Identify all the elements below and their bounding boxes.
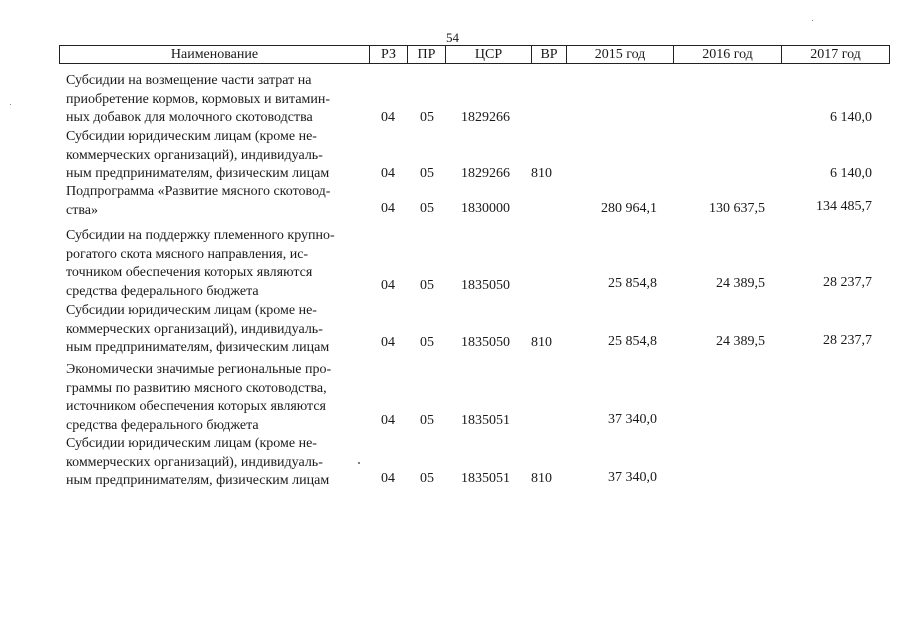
column-header-csr: ЦСР [446,46,532,64]
row-value-2015: 37 340,0 [608,412,657,427]
row-name: Экономически значимые региональные про- граммы по развитию мясного скотоводства, источником обеспечения которых являются средства федерального бюджета [66,362,332,433]
row-value-2015: 25 854,8 [608,276,657,291]
scan-speck [10,104,11,105]
row-value-2015: 280 964,1 [601,201,657,216]
row-value-2016: 130 637,5 [709,201,765,216]
row-rz: 04 [381,413,395,428]
row-pr: 05 [420,278,434,293]
row-rz: 04 [381,110,395,125]
row-name: Субсидии юридическим лицам (кроме не- коммерческих организаций), индивидуаль- ным предпринимателям, физическим лицам [66,129,330,181]
row-rz: 04 [381,471,395,486]
row-vr: 810 [531,335,552,350]
row-vr: 810 [531,471,552,486]
row-csr: 1829266 [461,166,510,181]
row-csr: 1830000 [461,201,510,216]
row-pr: 05 [420,413,434,428]
row-name: Субсидии на поддержку племенного крупно- рогатого скота мясного направления, ис- точником обеспечения которых являются средства федерального бюджета [66,228,335,299]
column-header-2015: 2015 год [567,46,674,64]
row-name: Субсидии на возмещение части затрат на приобретение кормов, кормовых и витамин- ных добавок для молочного скотоводства [66,73,331,125]
row-csr: 1835051 [461,413,510,428]
scan-speck [358,462,360,464]
row-value-2017: 28 237,7 [823,275,872,290]
row-value-2016: 24 389,5 [716,334,765,349]
row-name: Субсидии юридическим лицам (кроме не- коммерческих организаций), индивидуаль- ным предпринимателям, физическим лицам [66,303,330,355]
row-rz: 04 [381,166,395,181]
row-csr: 1835050 [461,335,510,350]
scan-speck [812,20,813,21]
row-pr: 05 [420,110,434,125]
row-value-2017: 134 485,7 [816,199,872,214]
row-value-2016: 24 389,5 [716,276,765,291]
column-header-2016: 2016 год [674,46,782,64]
page-number: 54 [446,30,459,45]
row-vr: 810 [531,166,552,181]
column-header-rz: РЗ [370,46,408,64]
column-header-pr: ПР [408,46,446,64]
row-csr: 1829266 [461,110,510,125]
column-header-2017: 2017 год [782,46,890,64]
row-pr: 05 [420,166,434,181]
row-rz: 04 [381,201,395,216]
row-value-2017: 28 237,7 [823,333,872,348]
row-value-2017: 6 140,0 [830,110,872,125]
column-header-name: Наименование [60,46,370,64]
row-value-2017: 6 140,0 [830,166,872,181]
row-rz: 04 [381,278,395,293]
row-csr: 1835050 [461,278,510,293]
row-pr: 05 [420,471,434,486]
row-name: Субсидии юридическим лицам (кроме не- коммерческих организаций), индивидуаль- ным предпринимателям, физическим лицам [66,436,330,488]
row-rz: 04 [381,335,395,350]
row-csr: 1835051 [461,471,510,486]
row-value-2015: 37 340,0 [608,470,657,485]
table-header [59,45,890,64]
row-pr: 05 [420,335,434,350]
row-name: Подпрограмма «Развитие мясного скотовод- ства» [66,184,331,218]
row-pr: 05 [420,201,434,216]
row-value-2015: 25 854,8 [608,334,657,349]
column-header-vr: ВР [532,46,567,64]
